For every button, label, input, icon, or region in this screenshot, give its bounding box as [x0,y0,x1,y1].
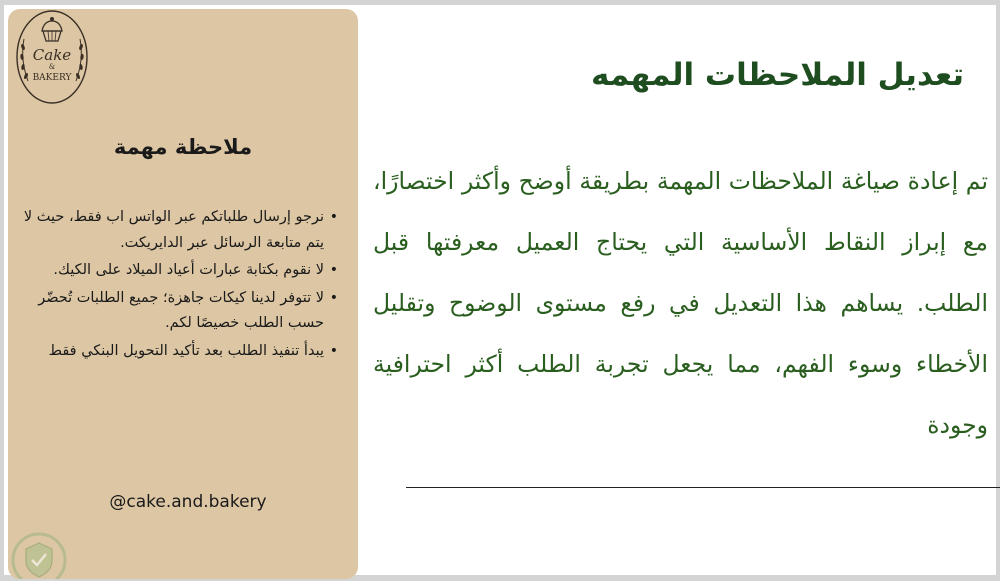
divider-line [406,487,1000,488]
svg-text:&: & [48,63,56,71]
notes-list [16,205,338,366]
note-item: • لا نقوم بكتابة عبارات أعياد الميلاد على الكيك. [16,258,338,284]
svg-text:BAKERY: BAKERY [32,73,72,83]
svg-text:Cake: Cake [32,46,72,64]
note-item: • نرجو إرسال طلباتكم عبر الواتس اب فقط، حيث لا يتم متابعة الرسائل عبر الدايريكت. [16,205,338,256]
card-title: ملاحظة مهمة [113,135,253,159]
page-title: تعديل الملاحظات المهمه [591,57,964,93]
cupcake-icon [42,17,62,41]
slide [4,5,996,575]
instagram-handle: @cake.and.bakery [109,492,267,512]
description-paragraph: تم إعادة صياغة الملاحظات المهمة بطريقة أوضح وأكثر اختصارًا، مع إبراز النقاط الأساسية التي يحتاج العميل معرفتها قبل الطلب. يساهم هذا التعديل في رفع مستوى الوضوح وتقليل الأخطاء وسوء الفهم، مما يجعل تجربة الطلب أكثر احترافية وجودة [373,167,988,439]
cake-bakery-logo [14,9,90,105]
note-item: • لا تتوفر لدينا كيكات جاهزة؛ جميع الطلبات تُحضّر حسب الطلب خصيصًا لكم. [16,286,338,337]
important-note-card [8,9,358,579]
note-item: • يبدأ تنفيذ الطلب بعد تأكيد التحويل البنكي فقط [16,339,338,365]
shield-watermark-icon [10,531,68,579]
